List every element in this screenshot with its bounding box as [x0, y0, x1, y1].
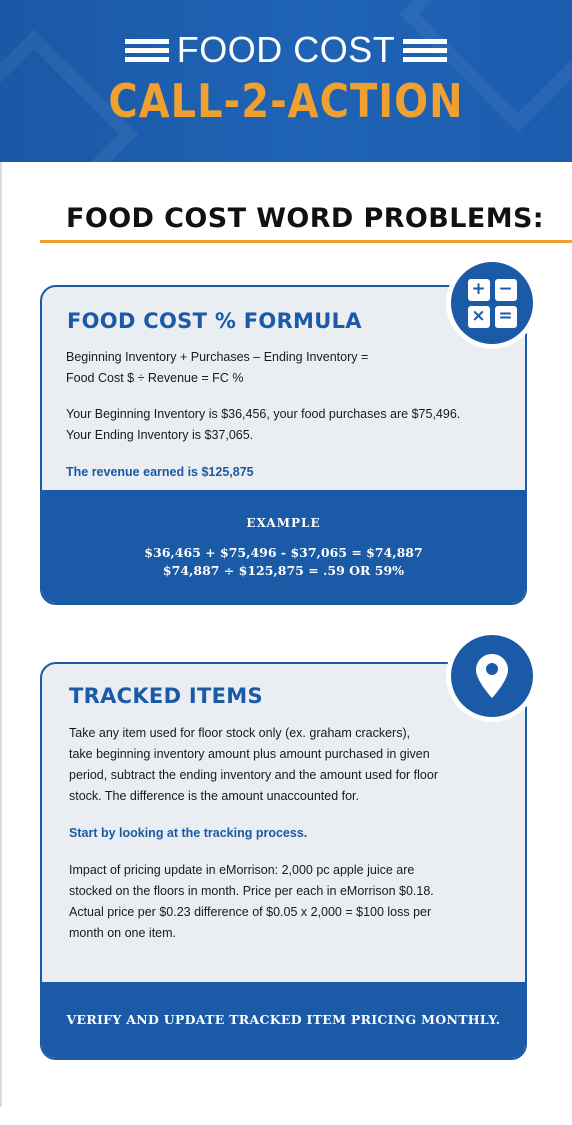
minus-key: − — [495, 279, 517, 301]
header-subtitle: CALL-2-ACTION — [108, 75, 464, 129]
location-badge — [446, 630, 538, 722]
calculator-badge — [446, 257, 538, 349]
formula-line: Beginning Inventory + Purchases – Ending Inventory = — [66, 350, 369, 364]
formula-card — [40, 285, 527, 605]
impact-line: Impact of pricing update in eMorrison: 2,000 pc apple juice are — [69, 863, 415, 877]
header-title-row — [0, 30, 572, 70]
stripes-icon — [125, 39, 169, 62]
plus-key: + — [468, 279, 490, 301]
tracked-description — [69, 723, 438, 807]
example-line: $74,887 ÷ $125,875 = .59 OR 59% — [162, 563, 405, 578]
description-line: Take any item used for floor stock only (ex. graham crackers), — [69, 726, 411, 740]
tracked-items-title: TRACKED ITEMS — [69, 684, 263, 708]
example-line: $36,465 + $75,496 - $37,065 = $74,887 — [144, 545, 423, 560]
impact-line: stocked on the floors in month. Price per each in eMorrison $0.18. — [69, 884, 434, 898]
calculator-icon — [468, 279, 517, 328]
tracked-items-card — [40, 662, 527, 1060]
stripes-icon — [403, 39, 447, 62]
impact-line: Actual price per $0.23 difference of $0.05 x 2,000 = $100 loss per — [69, 905, 432, 919]
scenario-text — [66, 404, 460, 446]
description-line: period, subtract the ending inventory and the amount used for floor — [69, 768, 438, 782]
scenario-line: Your Ending Inventory is $37,065. — [66, 428, 254, 442]
description-line: take beginning inventory amount plus amount purchased in given — [69, 747, 430, 761]
verify-footer — [42, 982, 525, 1058]
verify-text: VERIFY AND UPDATE TRACKED ITEM PRICING MONTHLY. — [66, 1012, 501, 1027]
section-underline — [40, 240, 572, 243]
example-footer — [42, 490, 525, 603]
header-banner — [0, 0, 572, 162]
description-line: stock. The difference is the amount unaccounted for. — [69, 789, 359, 803]
page-edge-rule — [0, 162, 2, 1107]
tracking-tip: Start by looking at the tracking process. — [69, 826, 308, 840]
impact-line: month on one item. — [69, 926, 177, 940]
times-key: × — [468, 306, 490, 328]
revenue-text: The revenue earned is $125,875 — [66, 465, 254, 479]
formula-text — [66, 347, 368, 389]
pricing-impact-text — [69, 860, 434, 944]
location-pin-icon — [474, 652, 510, 700]
example-label: EXAMPLE — [246, 516, 321, 530]
formula-card-title: FOOD COST % FORMULA — [67, 309, 362, 333]
scenario-line: Your Beginning Inventory is $36,456, your food purchases are $75,496. — [66, 407, 461, 421]
formula-line: Food Cost $ ÷ Revenue = FC % — [66, 371, 244, 385]
section-heading: FOOD COST WORD PROBLEMS: — [66, 203, 544, 234]
equals-key: = — [495, 306, 517, 328]
header-title: FOOD COST — [176, 29, 396, 70]
